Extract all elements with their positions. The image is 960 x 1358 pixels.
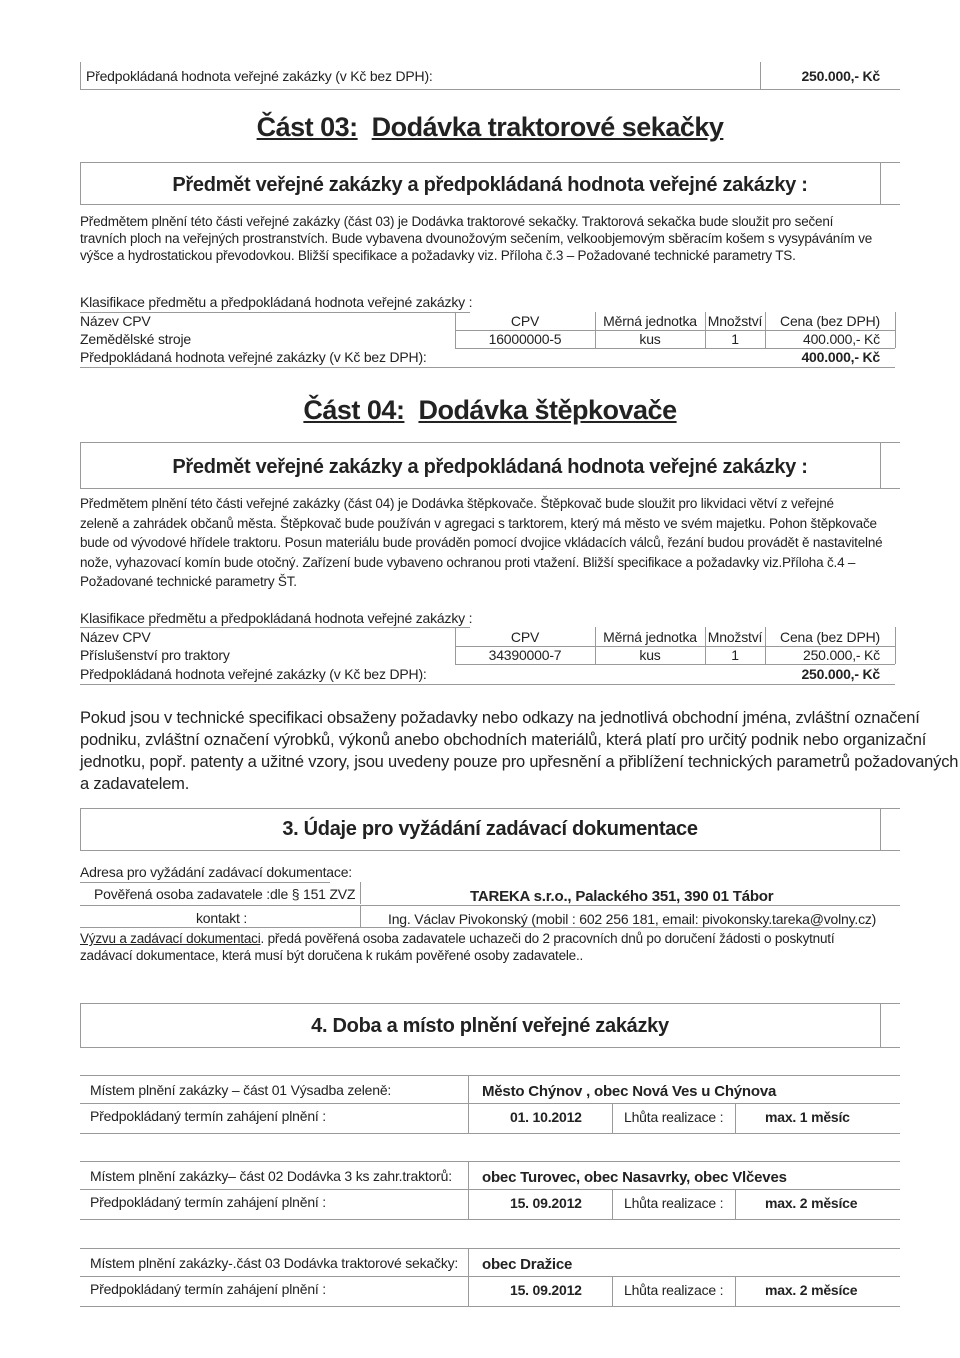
deadline-label-part03: Lhůta realizace : bbox=[624, 1282, 724, 1298]
part03-heading bbox=[80, 112, 900, 143]
notice-line: a zadavatelem. bbox=[80, 775, 190, 793]
part03-row-cpv: 16000000-5 bbox=[488, 331, 562, 347]
part03-description-line: výšce a hydrostatickou převodovkou. Bližší specifikace a požadavky viz. Příloha č.3 – Požadované technické parametry TS. bbox=[80, 248, 796, 263]
place-value-part02: obec Turovec, obec Nasavrky, obec Vlčeves bbox=[482, 1169, 787, 1186]
part04-row-price: 250.000,- Kč bbox=[803, 647, 880, 663]
part03-row-unit: kus bbox=[639, 331, 661, 347]
part04-subtitle: Předmět veřejné zakázky a předpokládaná hodnota veřejné zakázky : bbox=[172, 456, 808, 478]
start-value-part01: 01. 10.2012 bbox=[510, 1109, 582, 1125]
request-line: zadávací dokumentace, která musí být doručena k rukám pověřené osoby zadavatele.. bbox=[80, 948, 584, 963]
part04-total-value: 250.000,- Kč bbox=[801, 666, 880, 682]
part03-description bbox=[80, 213, 910, 264]
part04-header-unit: Měrná jednotka bbox=[603, 629, 697, 645]
part03-row-qty: 1 bbox=[731, 331, 739, 347]
part03-table-caption: Klasifikace předmětu a předpokládaná hodnota veřejné zakázky : bbox=[80, 294, 473, 310]
start-label-part01: Předpokládaný termín zahájení plnění : bbox=[90, 1108, 326, 1124]
part03-total-label: Předpokládaná hodnota veřejné zakázky (v Kč bez DPH): bbox=[80, 349, 427, 365]
notice-line: jednotku, popř. patenty a užitné vzory, jsou uvedeny pouze pro upřesnění a přiblížení technických parametrů požadovaných bbox=[80, 753, 959, 771]
top-value-label: Předpokládaná hodnota veřejné zakázky (v Kč bez DPH): bbox=[86, 68, 433, 84]
part04-row-unit: kus bbox=[639, 647, 661, 663]
request-line bbox=[80, 930, 910, 947]
part04-description-line: nože, vyhazovací komín bude otočný. Zařízení bude vybaveno ochranou proti vtažení. Bližší specifikace a požadavky viz.Příloha č.4 – bbox=[80, 554, 856, 570]
contact-label: kontakt : bbox=[196, 910, 248, 926]
part04-description-line: Předmětem plnění této části veřejné zakázky (část 04) je Dodávka štěpkovače. Štěpkovač bude sloužit pro likvidaci větví z veřejné bbox=[80, 496, 834, 511]
part03-total-value: 400.000,- Kč bbox=[801, 349, 880, 365]
start-value-part02: 15. 09.2012 bbox=[510, 1195, 582, 1211]
part04-description bbox=[80, 494, 910, 592]
request-text: . předá pověřená osoba zadavatele uchazeči do 2 pracovních dnů po doručení žádosti o poskytnutí bbox=[260, 931, 835, 946]
deadline-value-part02: max. 2 měsíce bbox=[765, 1195, 858, 1211]
part04-header-cpv: CPV bbox=[510, 629, 540, 645]
start-label-part03: Předpokládaný termín zahájení plnění : bbox=[90, 1281, 326, 1297]
part04-total-label: Předpokládaná hodnota veřejné zakázky (v Kč bez DPH): bbox=[80, 666, 427, 682]
part03-row-price: 400.000,- Kč bbox=[803, 331, 880, 347]
start-label-part02: Předpokládaný termín zahájení plnění : bbox=[90, 1194, 326, 1210]
part04-description-line: Požadované technické parametry ŠT. bbox=[80, 574, 297, 589]
contact-value: Ing. Václav Pivokonský (mobil : 602 256 181, email: pivokonsky.tareka@volny.cz) bbox=[388, 911, 877, 927]
top-value-amount: 250.000,- Kč bbox=[801, 68, 880, 84]
place-label-part02: Místem plnění zakázky– část 02 Dodávka 3 ks zahr.traktorů: bbox=[90, 1168, 452, 1184]
part04-row-name: Příslušenství pro traktory bbox=[80, 647, 230, 663]
part03-row-name: Zemědělské stroje bbox=[80, 331, 191, 347]
deadline-value-part01: max. 1 měsíc bbox=[765, 1109, 850, 1125]
technical-spec-notice bbox=[80, 707, 959, 795]
part04-heading-name: Dodávka štěpkovače bbox=[418, 395, 677, 425]
place-value-part01: Město Chýnov , obec Nová Ves u Chýnova bbox=[482, 1083, 777, 1100]
part03-header-unit: Měrná jednotka bbox=[603, 313, 697, 329]
part03-header-cpv: CPV bbox=[510, 313, 540, 329]
place-value-part03: obec Dražice bbox=[482, 1256, 573, 1273]
part03-header-name: Název CPV bbox=[80, 313, 151, 329]
part04-header-price: Cena (bez DPH) bbox=[780, 629, 880, 645]
part04-heading-number: Část 04: bbox=[303, 395, 405, 425]
part04-header-name: Název CPV bbox=[80, 629, 151, 645]
request-link: Výzvu a zadávací dokumentaci bbox=[80, 931, 261, 946]
part04-heading bbox=[80, 395, 900, 426]
part03-heading-name: Dodávka traktorové sekačky bbox=[371, 112, 724, 142]
agent-value: TAREKA s.r.o., Palackého 351, 390 01 Tábor bbox=[470, 888, 774, 905]
notice-line: Pokud jsou v technické specifikaci obsaženy požadavky nebo odkazy na jednotlivá obchodní jména, zvláštní označení bbox=[80, 709, 920, 727]
part04-table-caption: Klasifikace předmětu a předpokládaná hodnota veřejné zakázky : bbox=[80, 610, 473, 626]
start-value-part03: 15. 09.2012 bbox=[510, 1282, 582, 1298]
agent-label: Pověřená osoba zadavatele :dle § 151 ZVZ bbox=[94, 886, 356, 902]
part04-header-qty: Množství bbox=[707, 629, 763, 645]
part04-description-line: zeleně a zahrádek občanů města. Štěpkovač bude používán v agregaci s tarktorem, který má město ve svém majetku. Pohon štěpkovače bbox=[80, 515, 877, 531]
address-label: Adresa pro vyžádání zadávací dokumentace: bbox=[80, 864, 352, 880]
request-instructions bbox=[80, 930, 910, 964]
part03-header-qty: Množství bbox=[707, 313, 763, 329]
part03-description-line: Předmětem plnění této části veřejné zakázky (část 03) je Dodávka traktorové sekačky. Traktorová sekačka bude sloužit pro sečení bbox=[80, 214, 834, 229]
part03-description-line: travních ploch na veřejných prostranstvích. Bude vybavena dvounožovým sečením, velkoobjemovým sběracím košem s vysypáváním ve bbox=[80, 231, 873, 246]
deadline-value-part03: max. 2 měsíce bbox=[765, 1282, 858, 1298]
part03-subtitle: Předmět veřejné zakázky a předpokládaná hodnota veřejné zakázky : bbox=[172, 174, 808, 196]
place-label-part03: Místem plnění zakázky-.část 03 Dodávka traktorové sekačky: bbox=[90, 1255, 459, 1271]
section4-title: 4. Doba a místo plnění veřejné zakázky bbox=[311, 1015, 669, 1037]
place-label-part01: Místem plnění zakázky – část 01 Výsadba zeleně: bbox=[90, 1082, 392, 1098]
part03-header-price: Cena (bez DPH) bbox=[780, 313, 880, 329]
notice-line: podniku, zvláštní označení výrobků, výkonů anebo obchodních materiálů, která platí pro určitý podnik nebo organizační bbox=[80, 731, 927, 749]
part04-row-qty: 1 bbox=[731, 647, 739, 663]
part03-heading-number: Část 03: bbox=[256, 112, 358, 142]
section3-title: 3. Údaje pro vyžádání zadávací dokumentace bbox=[282, 818, 698, 840]
deadline-label-part01: Lhůta realizace : bbox=[624, 1109, 724, 1125]
part04-description-line: bude od vývodové hřídele traktoru. Posun materiálu bude prováděn pomocí dvojice vkládacích válců, řezání budou provádět ě nastavitelné bbox=[80, 535, 883, 550]
part04-row-cpv: 34390000-7 bbox=[488, 647, 562, 663]
deadline-label-part02: Lhůta realizace : bbox=[624, 1195, 724, 1211]
